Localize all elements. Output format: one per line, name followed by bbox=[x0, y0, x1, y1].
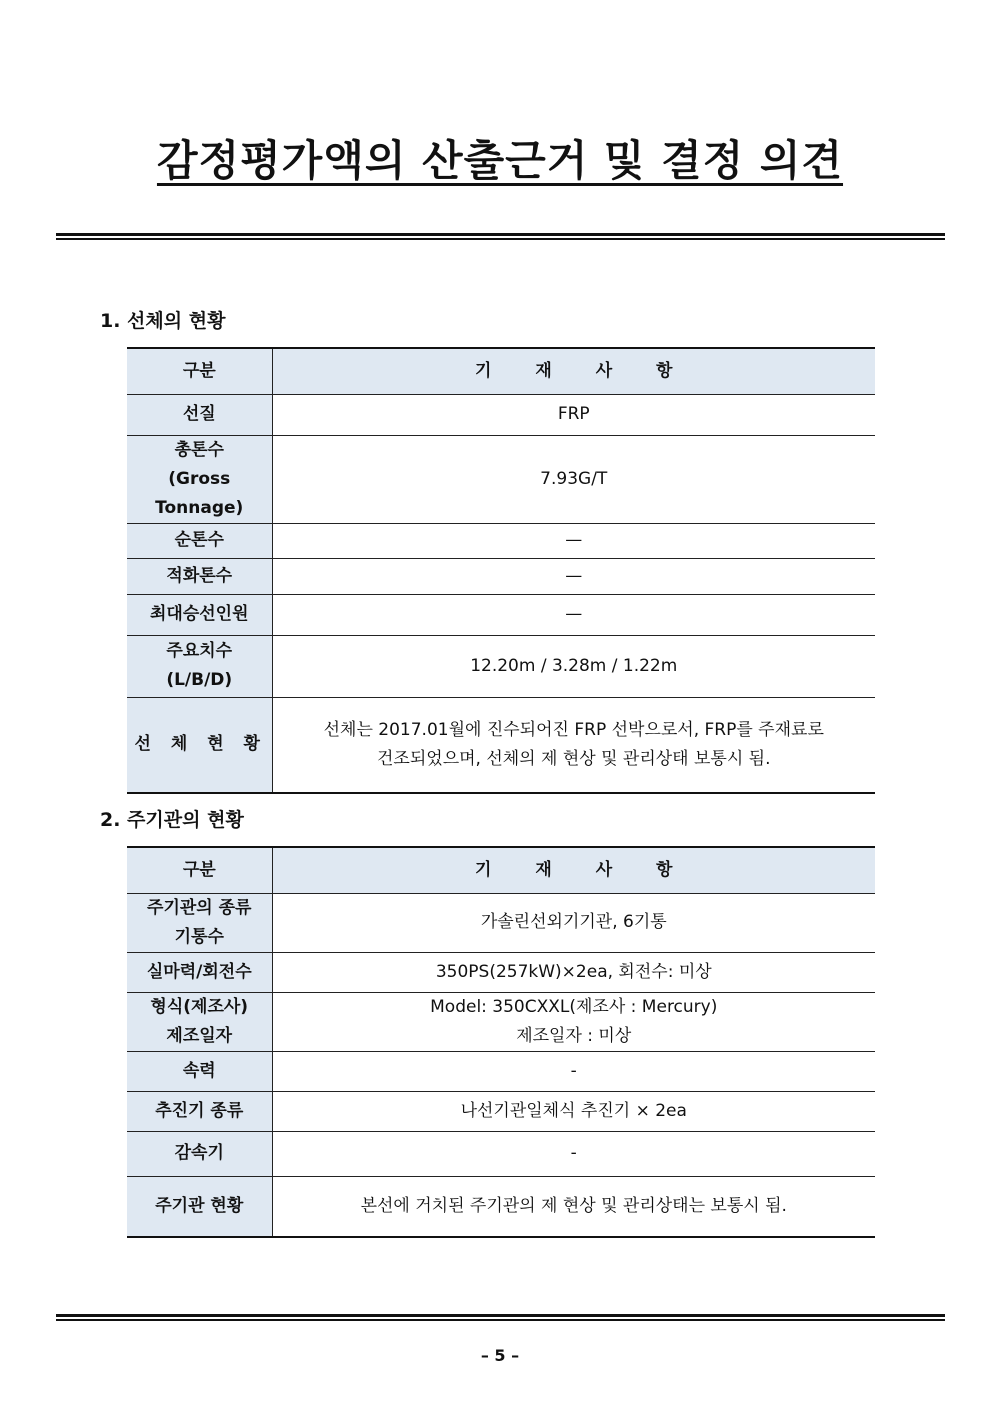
row-label: 실마력/회전수 bbox=[127, 952, 272, 992]
row-label: 적화톤수 bbox=[127, 558, 272, 594]
row-label-line1: 주요치수 bbox=[166, 641, 233, 661]
page-title-text: 감정평가액의 산출근거 및 결정 의견 bbox=[156, 136, 844, 185]
row-label bbox=[127, 435, 272, 523]
header-label: 구분 bbox=[127, 847, 272, 893]
row-label-line1: 주기관의 종류 bbox=[147, 897, 252, 918]
table-row bbox=[127, 952, 875, 992]
table-row bbox=[127, 394, 875, 435]
row-value: — bbox=[272, 558, 875, 594]
table-row bbox=[127, 1091, 875, 1131]
section1-heading: 1. 선체의 현황 bbox=[100, 310, 226, 332]
page-number: – 5 – bbox=[480, 1346, 520, 1365]
table-row bbox=[127, 635, 875, 697]
row-label-line2: (Gross Tonnage) bbox=[155, 468, 244, 518]
row-label: 선 체 현 황 bbox=[127, 697, 272, 793]
row-label-line1: 총톤수 bbox=[174, 439, 224, 460]
header-label: 구분 bbox=[127, 348, 272, 394]
table-row bbox=[127, 992, 875, 1051]
header-value: 기 재 사 항 bbox=[272, 847, 875, 893]
row-label-line2: (L/B/D) bbox=[166, 670, 233, 690]
table-row bbox=[127, 1131, 875, 1176]
row-value-line1: Model: 350CXXL(제조사 : Mercury) bbox=[430, 996, 718, 1017]
row-label: 선질 bbox=[127, 394, 272, 435]
section2-heading: 2. 주기관의 현황 bbox=[100, 809, 244, 831]
row-label-line1: 형식(제조사) bbox=[150, 996, 249, 1017]
row-value: - bbox=[272, 1131, 875, 1176]
row-value bbox=[272, 992, 875, 1051]
table-row bbox=[127, 1176, 875, 1237]
row-value: — bbox=[272, 523, 875, 558]
row-label: 최대승선인원 bbox=[127, 594, 272, 635]
table-header-row bbox=[127, 348, 875, 394]
row-label-line2: 기통수 bbox=[174, 926, 224, 947]
row-label bbox=[127, 635, 272, 697]
row-value: FRP bbox=[272, 394, 875, 435]
table-header-row bbox=[127, 847, 875, 893]
row-value: 가솔린선외기기관, 6기통 bbox=[272, 893, 875, 952]
table-row bbox=[127, 594, 875, 635]
row-label: 추진기 종류 bbox=[127, 1091, 272, 1131]
row-label: 주기관 현황 bbox=[127, 1176, 272, 1237]
row-value: 본선에 거치된 주기관의 제 현상 및 관리상태는 보통시 됨. bbox=[272, 1176, 875, 1237]
row-value: - bbox=[272, 1051, 875, 1091]
main-engine-table bbox=[127, 846, 875, 1238]
row-value: 나선기관일체식 추진기 × 2ea bbox=[272, 1091, 875, 1131]
hull-status-table bbox=[127, 347, 875, 794]
table-row bbox=[127, 697, 875, 793]
header-value: 기 재 사 항 bbox=[272, 348, 875, 394]
row-label bbox=[127, 992, 272, 1051]
table-row bbox=[127, 1051, 875, 1091]
row-label: 속력 bbox=[127, 1051, 272, 1091]
bottom-double-rule bbox=[56, 1314, 945, 1321]
row-label: 순톤수 bbox=[127, 523, 272, 558]
table-row bbox=[127, 558, 875, 594]
table-row bbox=[127, 893, 875, 952]
row-value: 12.20m / 3.28m / 1.22m bbox=[272, 635, 875, 697]
row-value: 7.93G/T bbox=[272, 435, 875, 523]
table-row bbox=[127, 435, 875, 523]
row-value: — bbox=[272, 594, 875, 635]
row-label bbox=[127, 893, 272, 952]
row-value: 350PS(257kW)×2ea, 회전수: 미상 bbox=[272, 952, 875, 992]
row-label-line2: 제조일자 bbox=[166, 1025, 233, 1046]
row-value-line2: 제조일자 : 미상 bbox=[516, 1025, 632, 1046]
row-value bbox=[272, 697, 875, 793]
row-value-line1: 선체는 2017.01월에 진수되어진 FRP 선박으로서, FRP를 주재료로 bbox=[323, 719, 824, 740]
row-label: 감속기 bbox=[127, 1131, 272, 1176]
table-row bbox=[127, 523, 875, 558]
row-value-line2: 건조되었으며, 선체의 제 현상 및 관리상태 보통시 됨. bbox=[377, 748, 771, 769]
page-title bbox=[0, 128, 1000, 188]
top-double-rule bbox=[56, 233, 945, 240]
